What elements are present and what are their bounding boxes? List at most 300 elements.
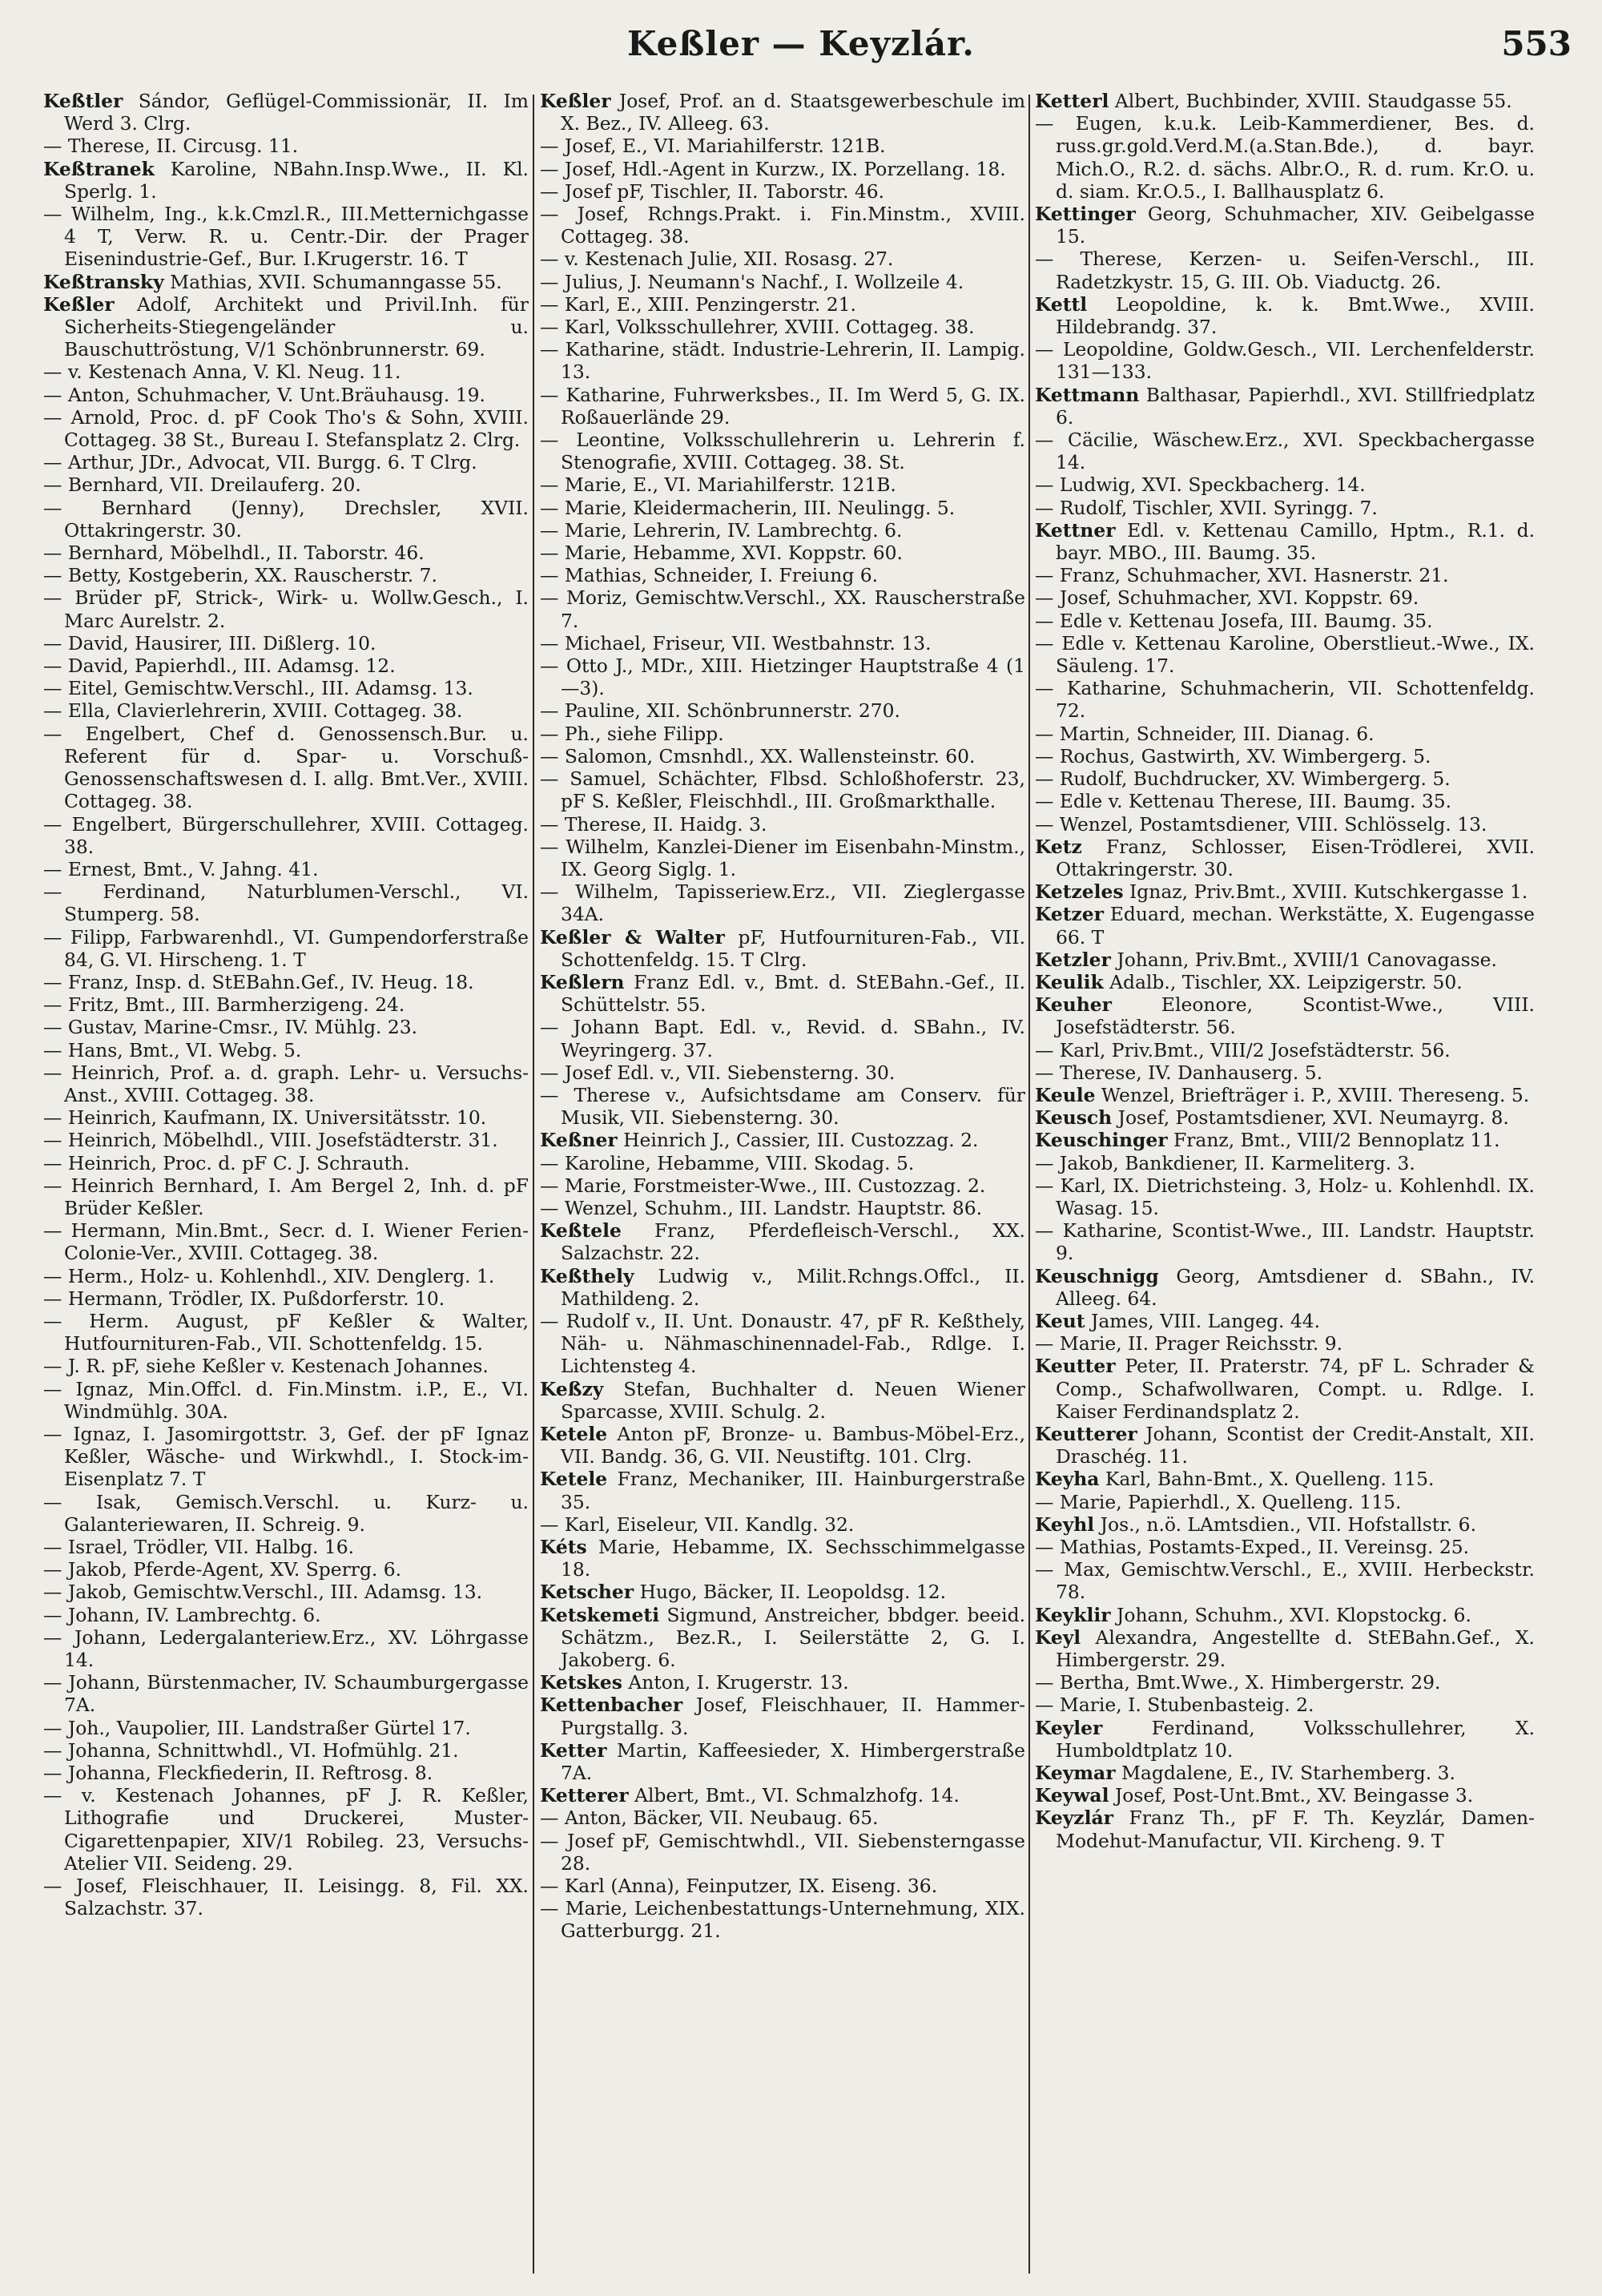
entry-text: Heinrich J., Cassier, III. Custozzag. 2.: [623, 1129, 979, 1152]
entry-surname: Ketele: [540, 1422, 608, 1445]
entry-text: Balthasar, Papierhdl., XVI. Stillfriedplatz 6.: [1056, 383, 1535, 429]
entry-text: — Bernhard (Jenny), Drechsler, XVII. Ottakringerstr. 30.: [43, 496, 529, 542]
entry-surname: Ketzer: [1035, 903, 1104, 926]
entry-text: Johann, Scontist der Credit-Anstalt, XII. Draschég. 11.: [1056, 1422, 1535, 1468]
entry-surname: Keyhl: [1035, 1513, 1095, 1536]
entry-text: — Therese, IV. Danhauserg. 5.: [1035, 1061, 1323, 1084]
directory-entry: [540, 836, 1025, 880]
entry-text: Sándor, Geflügel-Commissionär, II. Im Werd 3. Clrg.: [64, 90, 529, 135]
entry-text: — Marie, II. Prager Reichsstr. 9.: [1035, 1332, 1343, 1355]
entry-text: — Hermann, Trödler, IX. Pußdorferstr. 10.: [43, 1287, 445, 1310]
entry-text: — Johann, Ledergalanteriew.Erz., XV. Löhrgasse 14.: [43, 1625, 529, 1672]
entry-text: — Herm. August, pF Keßler & Walter, Hutfournituren-Fab., VII. Schottenfeldg. 15.: [43, 1309, 529, 1355]
entry-text: — David, Hausirer, III. Dißlerg. 10.: [43, 631, 376, 655]
directory-entry: [1035, 610, 1535, 632]
entry-text: — Max, Gemischtw.Verschl., E., XVIII. Herbeckstr. 78.: [1035, 1558, 1535, 1604]
entry-surname: Kettmann: [1035, 383, 1140, 406]
directory-entry: [540, 1061, 1025, 1084]
directory-entry: [1035, 1355, 1535, 1423]
entry-text: — Johanna, Schnittwhdl., VI. Hofmühlg. 21.: [43, 1738, 459, 1762]
directory-entry: [43, 1875, 529, 1919]
entry-surname: Ketskemeti: [540, 1603, 660, 1626]
entry-surname: Keßthely: [540, 1264, 634, 1287]
entry-surname: Keuschinger: [1035, 1129, 1168, 1152]
entry-surname: Keuher: [1035, 993, 1112, 1017]
entry-text: Josef, Fleischhauer, II. Hammer-Purgstallg. 3.: [561, 1694, 1025, 1739]
entry-text: — Karl, E., XIII. Penzingerstr. 21.: [540, 292, 856, 316]
entry-text: — Ernest, Bmt., V. Jahng. 41.: [43, 857, 319, 880]
directory-entry: [540, 135, 1025, 157]
directory-entry: [43, 1039, 529, 1061]
entry-text: Anton pF, Bronze- u. Bambus-Möbel-Erz., VII. Bandg. 36, G. VII. Neustiftg. 101. Clrg.: [561, 1422, 1025, 1468]
entry-text: — Franz, Schuhmacher, XVI. Hasnerstr. 21.: [1035, 564, 1449, 587]
directory-entry: [1035, 1265, 1535, 1310]
directory-entry: [540, 1129, 1025, 1151]
directory-entry: [1035, 1310, 1535, 1332]
directory-entry: [1035, 1694, 1535, 1716]
entry-text: Stefan, Buchhalter d. Neuen Wiener Sparcasse, XVIII. Schulg. 2.: [561, 1377, 1025, 1423]
entry-text: — Jakob, Gemischtw.Verschl., III. Adamsg. 13.: [43, 1581, 483, 1604]
entry-surname: Keulik: [1035, 970, 1104, 993]
entry-text: — Fritz, Bmt., III. Barmherzigeng. 24.: [43, 993, 405, 1017]
entry-surname: Keutterer: [1035, 1422, 1137, 1445]
entry-text: — Bertha, Bmt.Wwe., X. Himbergerstr. 29.: [1035, 1671, 1441, 1694]
entry-text: — Marie, Papierhdl., X. Quelleng. 115.: [1035, 1490, 1402, 1513]
entry-text: — Eugen, k.u.k. Leib-Kammerdiener, Bes. d. russ.gr.gold.Verd.M.(a.Stan.Bde.), d. bayr. Mich.O., R.2. d. sächs. Albr.O., R. d. rum. Kr.O. u. d. siam. Kr.O.5., I. Ballhausplatz 6.: [1035, 112, 1535, 203]
directory-entry: [1035, 1784, 1535, 1807]
entry-text: — Katharine, Fuhrwerksbes., II. Im Werd 5, G. IX. Roßauerlände 29.: [540, 383, 1025, 429]
entry-text: — Therese, Kerzen- u. Seifen-Verschl., III. Radetzkystr. 15, G. III. Ob. Viaductg. 26.: [1035, 248, 1535, 293]
directory-entry: [1035, 723, 1535, 745]
entry-text: — Katharine, Scontist-Wwe., III. Landstr. Hauptstr. 9.: [1035, 1219, 1535, 1265]
entry-surname: Keutter: [1035, 1355, 1116, 1378]
entry-surname: Ketscher: [540, 1581, 634, 1604]
directory-entry: [1035, 1129, 1535, 1151]
entry-text: — Katharine, städt. Industrie-Lehrerin, II. Lampig. 13.: [540, 338, 1025, 384]
directory-entry: [43, 406, 529, 451]
entry-text: — Leopoldine, Goldw.Gesch., VII. Lerchenfelderstr. 131—133.: [1035, 338, 1535, 384]
directory-entry: [43, 1310, 529, 1355]
directory-entry: [540, 1174, 1025, 1197]
directory-entry: [540, 473, 1025, 496]
directory-entry: [43, 723, 529, 813]
entry-text: — Engelbert, Bürgerschullehrer, XVIII. Cottageg. 38.: [43, 812, 529, 858]
directory-entry: [1035, 1513, 1535, 1536]
entry-text: — Bernhard, VII. Dreilauferg. 20.: [43, 473, 361, 497]
entry-text: — Ph., siehe Filipp.: [540, 722, 724, 745]
directory-entry: [1035, 790, 1535, 812]
entry-text: Anton, I. Krugerstr. 13.: [628, 1671, 849, 1694]
directory-entry: [43, 158, 529, 203]
entry-text: — Marie, I. Stubenbasteig. 2.: [1035, 1694, 1314, 1717]
entry-text: — Gustav, Marine-Cmsr., IV. Mühlg. 23.: [43, 1016, 418, 1039]
entry-text: — Hermann, Min.Bmt., Secr. d. I. Wiener Ferien-Colonie-Ver., XVIII. Cottageg. 38.: [43, 1219, 529, 1265]
directory-entry: [1035, 632, 1535, 677]
entry-text: Ferdinand, Volksschullehrer, X. Humboldtplatz 10.: [1056, 1716, 1535, 1762]
entry-surname: Ketter: [540, 1738, 607, 1762]
entry-text: Marie, Hebamme, IX. Sechsschimmelgasse 18.: [561, 1536, 1025, 1581]
directory-entry: [43, 1762, 529, 1784]
entry-text: Josef, Postamtsdiener, XVI. Neumayrg. 8.: [1117, 1106, 1509, 1130]
directory-entry: [540, 813, 1025, 836]
entry-surname: Keyha: [1035, 1468, 1100, 1491]
directory-entry: [43, 293, 529, 361]
directory-entry: [1035, 1558, 1535, 1603]
directory-entry: [43, 1378, 529, 1423]
directory-entry: [540, 203, 1025, 248]
directory-entry: [1035, 836, 1535, 880]
directory-entry: [43, 1558, 529, 1581]
entry-text: Eleonore, Scontist-Wwe., VIII. Josefstädterstr. 56.: [1056, 993, 1535, 1039]
directory-entry: [540, 1310, 1025, 1378]
entry-text: Johann, Schuhm., XVI. Klopstockg. 6.: [1117, 1603, 1471, 1626]
directory-entry: [43, 1106, 529, 1129]
directory-entry: [540, 1581, 1025, 1603]
entry-text: — Samuel, Schächter, Flbsd. Schloßhoferstr. 23, pF S. Keßler, Fleischhdl., III. Großmarkthalle.: [540, 767, 1025, 813]
entry-text: — Franz, Insp. d. StEBahn.Gef., IV. Heug. 18.: [43, 970, 474, 993]
directory-entry: [1035, 1084, 1535, 1106]
entry-text: — Julius, J. Neumann's Nachf., I. Wollzeile 4.: [540, 270, 964, 293]
directory-entry: [540, 1536, 1025, 1581]
directory-entry: [1035, 677, 1535, 722]
directory-entry: [540, 1084, 1025, 1129]
directory-entry: [1035, 473, 1535, 496]
directory-entry: [43, 1536, 529, 1558]
entry-surname: Keymar: [1035, 1762, 1116, 1785]
entry-text: — v. Kestenach Johannes, pF J. R. Keßler, Lithografie und Druckerei, Muster-Cigarettenpapier, XIV/1 Robileg. 23, Versuchs-Atelier VII. Seideng. 29.: [43, 1784, 529, 1875]
column-right: [1035, 90, 1535, 2277]
entry-text: Georg, Amtsdiener d. SBahn., IV. Alleeg. 64.: [1056, 1264, 1535, 1310]
entry-text: — Michael, Friseur, VII. Westbahnstr. 13.: [540, 631, 932, 655]
directory-entry: [1035, 1762, 1535, 1784]
directory-entry: [1035, 1039, 1535, 1061]
directory-entry: [1035, 429, 1535, 473]
entry-text: Franz, Mechaniker, III. Hainburgerstraße 35.: [561, 1468, 1025, 1513]
directory-entry: [540, 1807, 1025, 1829]
entry-surname: Keule: [1035, 1083, 1096, 1106]
entry-text: — Moriz, Gemischtw.Verschl., XX. Rauscherstraße 7.: [540, 586, 1025, 632]
entry-text: — v. Kestenach Anna, V. Kl. Neug. 11.: [43, 361, 401, 384]
entry-text: Edl. v. Kettenau Camillo, Hptm., R.1. d. bayr. MBO., III. Baumg. 35.: [1056, 518, 1535, 565]
directory-entry: [43, 1671, 529, 1716]
entry-surname: Ketele: [540, 1468, 608, 1491]
directory-entry: [1035, 1423, 1535, 1468]
entry-text: — Josef, Rchngs.Prakt. i. Fin.Minstm., XVIII. Cottageg. 38.: [540, 203, 1025, 248]
entry-text: — Pauline, XII. Schönbrunnerstr. 270.: [540, 699, 900, 723]
entry-text: — Wenzel, Schuhm., III. Landstr. Hauptstr. 86.: [540, 1196, 983, 1219]
directory-entry: [1035, 293, 1535, 338]
entry-text: — Johann, Bürstenmacher, IV. Schaumburgergasse 7A.: [43, 1671, 529, 1717]
entry-text: — Wilhelm, Kanzlei-Diener im Eisenbahn-Minstm., IX. Georg Siglg. 1.: [540, 835, 1025, 880]
directory-entry: [43, 1491, 529, 1536]
directory-entry: [1035, 880, 1535, 903]
entry-surname: Keut: [1035, 1309, 1085, 1332]
directory-entry: [540, 1784, 1025, 1807]
entry-text: — Heinrich, Kaufmann, IX. Universitätsstr. 10.: [43, 1106, 487, 1130]
entry-text: Peter, II. Praterstr. 74, pF L. Schrader & Comp., Schafwollwaren, Compt. u. Rdlge. I. Kaiser Ferdinandsplatz 2.: [1056, 1355, 1535, 1423]
directory-entry: [1035, 564, 1535, 586]
directory-entry: [540, 1897, 1025, 1942]
entry-text: Franz Th., pF F. Th. Keyzlár, Damen-Modehut-Manufactur, VII. Kircheng. 9. T: [1056, 1807, 1535, 1852]
directory-entry: [43, 564, 529, 586]
directory-columns: [0, 90, 1602, 2285]
entry-text: — Karl, IX. Dietrichsteing. 3, Holz- u. Kohlenhdl. IX. Wasag. 15.: [1035, 1174, 1535, 1219]
directory-entry: [1035, 971, 1535, 993]
entry-surname: Kettenbacher: [540, 1694, 683, 1717]
directory-entry: [540, 1423, 1025, 1468]
page-header: [0, 18, 1602, 82]
entry-text: — Karl, Volksschullehrer, XVIII. Cottageg. 38.: [540, 316, 975, 339]
entry-text: — Wenzel, Postamtsdiener, VIII. Schlösselg. 13.: [1035, 812, 1487, 836]
entry-surname: Keßtele: [540, 1219, 622, 1243]
directory-entry: [43, 1265, 529, 1287]
entry-text: — Joh., Vaupolier, III. Landstraßer Gürtel 17.: [43, 1716, 471, 1739]
entry-text: — Josef pF, Gemischtwhdl., VII. Siebensterngasse 28.: [540, 1829, 1025, 1875]
entry-text: — Josef Edl. v., VII. Siebensterng. 30.: [540, 1061, 896, 1084]
directory-entry: [43, 926, 529, 971]
directory-entry: [43, 271, 529, 293]
entry-surname: Keyl: [1035, 1625, 1081, 1649]
directory-entry: [43, 993, 529, 1016]
entry-text: — Marie, Kleidermacherin, III. Neulingg. 5.: [540, 496, 956, 519]
directory-entry: [43, 1016, 529, 1038]
directory-entry: [540, 429, 1025, 473]
directory-entry: [540, 1694, 1025, 1738]
entry-text: — Israel, Trödler, VII. Halbg. 16.: [43, 1536, 355, 1558]
entry-text: — Josef, Fleischhauer, II. Leisingg. 8, Fil. XX. Salzachstr. 37.: [43, 1875, 529, 1920]
directory-entry: [1035, 1626, 1535, 1671]
entry-text: — Rochus, Gastwirth, XV. Wimbergerg. 5.: [1035, 744, 1431, 767]
entry-text: — Karoline, Hebamme, VIII. Skodag. 5.: [540, 1151, 915, 1174]
directory-entry: [1035, 745, 1535, 767]
entry-text: — Ferdinand, Naturblumen-Verschl., VI. Stumperg. 58.: [43, 880, 529, 926]
entry-surname: Keßler & Walter: [540, 925, 725, 949]
directory-entry: [1035, 1468, 1535, 1490]
entry-text: — Josef, Hdl.-Agent in Kurzw., IX. Porzellang. 18.: [540, 157, 1006, 180]
entry-surname: Ketzler: [1035, 948, 1111, 971]
directory-entry: [43, 1174, 529, 1219]
entry-text: — Anton, Schuhmacher, V. Unt.Bräuhausg. 19.: [43, 383, 485, 406]
entry-text: — Jakob, Bankdiener, II. Karmeliterg. 3.: [1035, 1151, 1415, 1174]
directory-entry: [43, 451, 529, 473]
entry-text: Mathias, XVII. Schumanngasse 55.: [170, 270, 502, 293]
entry-text: — J. R. pF, siehe Keßler v. Kestenach Johannes.: [43, 1355, 489, 1378]
entry-text: — Salomon, Cmsnhdl., XX. Wallensteinstr. 60.: [540, 744, 976, 767]
entry-text: — Marie, Leichenbestattungs-Unternehmung, XIX. Gatterburgg. 21.: [540, 1897, 1025, 1943]
entry-text: — Martin, Schneider, III. Dianag. 6.: [1035, 722, 1375, 745]
directory-entry: [43, 1061, 529, 1106]
directory-entry: [540, 293, 1025, 316]
directory-entry: [1035, 1174, 1535, 1219]
directory-entry: [540, 699, 1025, 722]
directory-entry: [540, 971, 1025, 1016]
entry-text: — Edle v. Kettenau Josefa, III. Baumg. 35.: [1035, 609, 1433, 632]
directory-entry: [1035, 1106, 1535, 1129]
entry-text: — Brüder pF, Strick-, Wirk- u. Wollw.Gesch., I. Marc Aurelstr. 2.: [43, 586, 529, 632]
directory-entry: [43, 1152, 529, 1174]
entry-text: — Marie, Lehrerin, IV. Lambrechtg. 6.: [540, 518, 903, 542]
directory-entry: [540, 1671, 1025, 1694]
directory-entry: [1035, 1332, 1535, 1355]
directory-entry: [540, 1875, 1025, 1897]
directory-entry: [1035, 519, 1535, 564]
entry-text: — Heinrich, Proc. d. pF C. J. Schrauth.: [43, 1151, 410, 1174]
entry-surname: Keßtransky: [43, 270, 164, 293]
entry-text: — Johann, IV. Lambrechtg. 6.: [43, 1603, 321, 1626]
directory-entry: [540, 316, 1025, 338]
directory-entry: [1035, 993, 1535, 1038]
entry-surname: Kettl: [1035, 292, 1088, 316]
entry-text: pF, Hutfournituren-Fab., VII. Schottenfeldg. 15. T Clrg.: [561, 925, 1025, 971]
directory-entry: [540, 180, 1025, 203]
entry-text: — Josef pF, Tischler, II. Taborstr. 46.: [540, 179, 885, 203]
entry-surname: Keyler: [1035, 1716, 1103, 1739]
entry-text: — Rudolf, Tischler, XVII. Syringg. 7.: [1035, 496, 1378, 519]
directory-entry: [43, 473, 529, 496]
directory-entry: [540, 926, 1025, 971]
entry-text: — Josef, E., VI. Mariahilferstr. 121B.: [540, 135, 886, 158]
entry-surname: Keßler: [43, 292, 115, 316]
directory-entry: [43, 203, 529, 271]
entry-text: — Johann Bapt. Edl. v., Revid. d. SBahn., IV. Weyringerg. 37.: [540, 1016, 1025, 1061]
entry-text: James, VIII. Langeg. 44.: [1090, 1309, 1321, 1332]
entry-text: Karoline, NBahn.Insp.Wwe., II. Kl. Sperlg. 1.: [64, 157, 529, 203]
running-head: Keßler — Keyzlár.: [627, 24, 975, 63]
directory-entry: [540, 1219, 1025, 1264]
directory-entry: [1035, 1219, 1535, 1264]
entry-text: — Ella, Clavierlehrerin, XVIII. Cottageg. 38.: [43, 699, 463, 723]
entry-text: — Eitel, Gemischtw.Verschl., III. Adamsg. 13.: [43, 677, 473, 700]
directory-entry: [43, 384, 529, 406]
directory-entry: [1035, 1604, 1535, 1626]
directory-entry: [43, 1717, 529, 1739]
entry-surname: Keßzy: [540, 1377, 604, 1400]
entry-text: — Edle v. Kettenau Therese, III. Baumg. 35.: [1035, 790, 1452, 813]
directory-entry: [43, 90, 529, 135]
directory-entry: [540, 767, 1025, 812]
entry-text: — Ignaz, I. Jasomirgottstr. 3, Gef. der pF Ignaz Keßler, Wäsche- und Wirkwhdl., I. Stock-im-Eisenplatz 7. T: [43, 1422, 529, 1491]
directory-entry: [43, 1604, 529, 1626]
entry-surname: Keusch: [1035, 1106, 1113, 1130]
entry-text: Franz, Pferdefleisch-Verschl., XX. Salzachstr. 22.: [561, 1219, 1025, 1265]
directory-entry: [43, 655, 529, 677]
entry-text: — Filipp, Farbwarenhdl., VI. Gumpendorferstraße 84, G. VI. Hirscheng. 1. T: [43, 925, 529, 971]
directory-entry: [1035, 248, 1535, 292]
directory-entry: [1035, 1152, 1535, 1174]
directory-entry: [43, 1129, 529, 1151]
directory-entry: [43, 1423, 529, 1491]
directory-entry: [1035, 112, 1535, 203]
directory-entry: [540, 90, 1025, 135]
directory-entry: [1035, 1671, 1535, 1694]
directory-entry: [1035, 203, 1535, 248]
directory-entry: [43, 135, 529, 157]
entry-text: Eduard, mechan. Werkstätte, X. Eugengasse 66. T: [1056, 903, 1535, 949]
entry-text: — Josef, Schuhmacher, XVI. Koppstr. 69.: [1035, 586, 1419, 610]
entry-text: — Herm., Holz- u. Kohlenhdl., XIV. Denglerg. 1.: [43, 1264, 495, 1287]
entry-text: Albert, Buchbinder, XVIII. Staudgasse 55.: [1114, 90, 1512, 112]
entry-surname: Ketskes: [540, 1671, 622, 1694]
entry-surname: Keßtler: [43, 90, 123, 112]
entry-surname: Ketterl: [1035, 90, 1109, 112]
entry-text: — Heinrich, Prof. a. d. graph. Lehr- u. Versuchs-Anst., XVIII. Cottageg. 38.: [43, 1061, 529, 1106]
directory-entry: [43, 1739, 529, 1762]
entry-text: — Anton, Bäcker, VII. Neubaug. 65.: [540, 1807, 879, 1830]
directory-entry: [540, 1739, 1025, 1784]
directory-entry: [43, 1219, 529, 1264]
entry-text: — Arthur, JDr., Advocat, VII. Burgg. 6. T Clrg.: [43, 451, 477, 474]
directory-entry: [540, 384, 1025, 429]
entry-text: — Cäcilie, Wäschew.Erz., XVI. Speckbachergasse 14.: [1035, 429, 1535, 474]
entry-surname: Kéts: [540, 1536, 587, 1558]
directory-entry: [43, 858, 529, 880]
entry-text: Georg, Schuhmacher, XIV. Geibelgasse 15.: [1056, 203, 1535, 248]
directory-entry: [540, 655, 1025, 699]
directory-entry: [1035, 1061, 1535, 1084]
directory-entry: [1035, 949, 1535, 971]
entry-surname: Kettner: [1035, 518, 1116, 542]
entry-surname: Keyklir: [1035, 1603, 1111, 1626]
directory-entry: [43, 971, 529, 993]
directory-entry: [540, 1378, 1025, 1423]
directory-entry: [540, 1468, 1025, 1513]
directory-entry: [1035, 1807, 1535, 1851]
entry-text: Josef, Post-Unt.Bmt., XV. Beingasse 3.: [1114, 1784, 1474, 1807]
entry-text: — Engelbert, Chef d. Genossensch.Bur. u. Referent für d. Spar- u. Vorschuß-Genossenschaftswesen d. I. allg. Bmt.Ver., XVIII. Cottageg. 38.: [43, 722, 529, 813]
directory-entry: [540, 158, 1025, 180]
directory-entry: [1035, 1536, 1535, 1558]
page-number: 553: [1501, 24, 1572, 63]
directory-entry: [540, 497, 1025, 519]
entry-text: — Edle v. Kettenau Karoline, Oberstlieut.-Wwe., IX. Säuleng. 17.: [1035, 631, 1535, 678]
directory-entry: [540, 723, 1025, 745]
entry-text: — David, Papierhdl., III. Adamsg. 12.: [43, 655, 396, 678]
entry-text: Hugo, Bäcker, II. Leopoldsg. 12.: [639, 1581, 947, 1604]
entry-surname: Keßtranek: [43, 157, 155, 180]
entry-text: — v. Kestenach Julie, XII. Rosasg. 27.: [540, 248, 894, 271]
directory-entry: [1035, 1491, 1535, 1513]
entry-text: — Therese, II. Circusg. 11.: [43, 135, 299, 158]
entry-text: — Marie, Hebamme, XVI. Koppstr. 60.: [540, 542, 903, 565]
directory-entry: [43, 632, 529, 655]
entry-text: — Heinrich Bernhard, I. Am Bergel 2, Inh. d. pF Brüder Keßler.: [43, 1174, 529, 1219]
entry-text: Leopoldine, k. k. Bmt.Wwe., XVIII. Hildebrandg. 37.: [1056, 292, 1535, 339]
entry-surname: Ketzeles: [1035, 880, 1124, 904]
entry-text: Alexandra, Angestellte d. StEBahn.Gef., X. Himbergerstr. 29.: [1056, 1625, 1535, 1672]
directory-entry: [540, 1197, 1025, 1219]
directory-entry: [43, 361, 529, 383]
directory-entry: [1035, 90, 1535, 112]
entry-surname: Keuschnigg: [1035, 1264, 1159, 1287]
directory-entry: [43, 699, 529, 722]
directory-entry: [1035, 903, 1535, 948]
entry-text: — Wilhelm, Ing., k.k.Cmzl.R., III.Metternichgasse 4 T, Verw. R. u. Centr.-Dir. der Prager Eisenindustrie-Gef., Bur. I.Krugerstr. 16. T: [43, 203, 529, 271]
directory-entry: [540, 564, 1025, 586]
entry-text: — Marie, Forstmeister-Wwe., III. Custozzag. 2.: [540, 1174, 986, 1197]
directory-entry: [43, 1355, 529, 1377]
directory-entry: [43, 1784, 529, 1875]
entry-text: Albert, Bmt., VI. Schmalzhofg. 14.: [634, 1784, 960, 1807]
directory-entry: [540, 1604, 1025, 1672]
directory-entry: [43, 497, 529, 542]
directory-entry: [540, 338, 1025, 383]
entry-text: — Rudolf, Buchdrucker, XV. Wimbergerg. 5.: [1035, 767, 1451, 791]
directory-entry: [43, 1626, 529, 1671]
column-left: [43, 90, 529, 2277]
directory-entry: [540, 519, 1025, 542]
directory-entry: [43, 880, 529, 925]
entry-text: Magdalene, E., IV. Starhemberg. 3.: [1121, 1762, 1455, 1785]
